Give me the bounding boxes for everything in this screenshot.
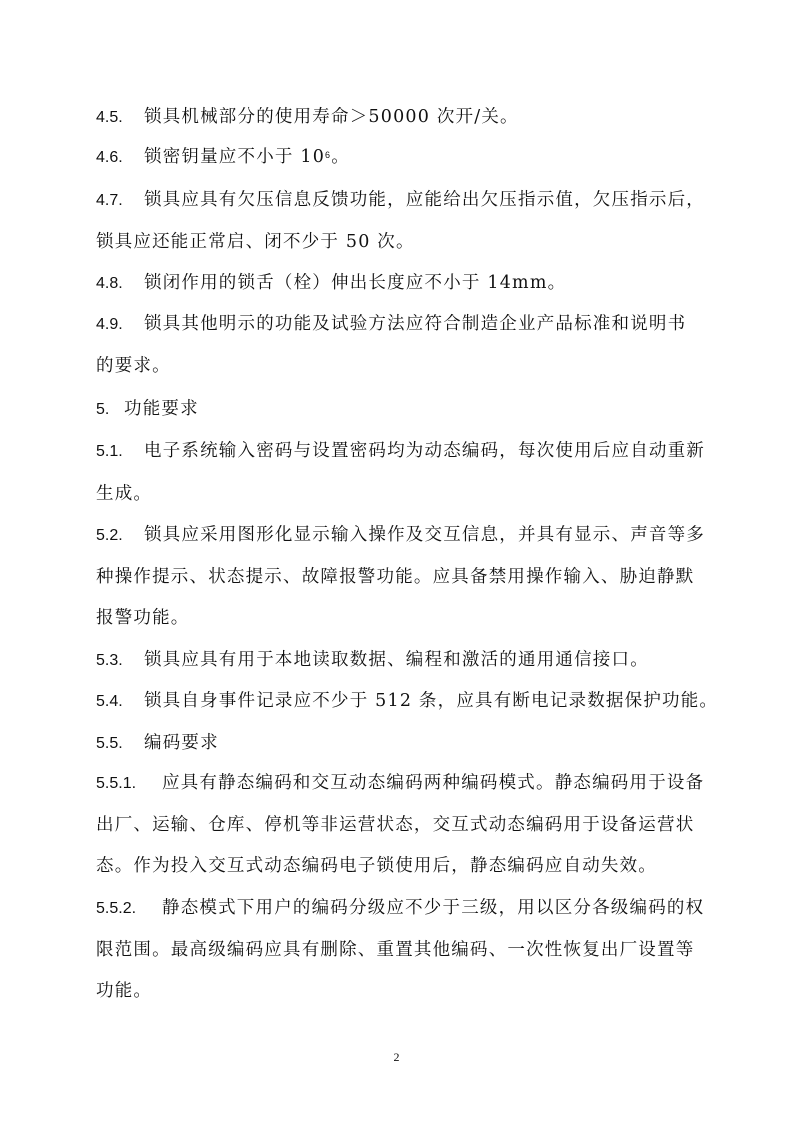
clause-text-line-1: 锁具应采用图形化显示输入操作及交互信息，并具有显示、声音等多 (144, 525, 705, 545)
clause-5-5-2-continuation (96, 980, 706, 1002)
clause-text-line-2: 出厂、运输、仓库、停机等非运营状态，交互式动态编码用于设备运营状 (96, 815, 695, 835)
clause-text-line-2: 种操作提示、状态提示、故障报警功能。应具备禁用操作输入、胁迫静默 (96, 567, 695, 587)
clause-number: 5.1. (96, 443, 123, 460)
clause-4-6 (96, 146, 706, 169)
clause-number: 4.6. (96, 149, 123, 166)
clause-5-3 (96, 649, 706, 672)
clause-text-line-1: 电子系统输入密码与设置密码均为动态编码，每次使用后应自动重新 (144, 441, 705, 461)
clause-number: 4.5. (96, 109, 123, 126)
clause-4-8 (96, 272, 706, 295)
clause-number: 5.3. (96, 652, 123, 669)
clause-text-line-1: 锁具其他明示的功能及试验方法应符合制造企业产品标准和说明书 (144, 314, 687, 334)
clause-text-line-2: 限范围。最高级编码应具有删除、重置其他编码、一次性恢复出厂设置等 (96, 940, 695, 960)
clause-text-line-3: 功能。 (96, 981, 153, 1001)
clause-text-line-3: 报警功能。 (96, 608, 190, 628)
clause-4-7 (96, 189, 706, 212)
clause-text: 锁具自身事件记录应不少于 512 条，应具有断电记录数据保护功能。 (144, 691, 719, 711)
page-number: 2 (393, 1050, 400, 1064)
clause-number: 4.7. (96, 192, 123, 209)
clause-text-line-1: 应具有静态编码和交互动态编码两种编码模式。静态编码用于设备 (162, 773, 705, 793)
clause-5-5-1 (96, 772, 706, 795)
clause-text-line-1: 静态模式下用户的编码分级应不少于三级，用以区分各级编码的权 (162, 898, 705, 918)
clause-5-5-1-continuation (96, 855, 706, 877)
clause-text-line-2: 锁具应还能正常启、闭不少于 50 次。 (96, 232, 415, 252)
clause-4-5 (96, 106, 706, 129)
clause-5-2-continuation (96, 566, 706, 588)
clause-5-4 (96, 690, 719, 713)
section-number: 5. (96, 401, 110, 418)
clause-5-2-continuation (96, 607, 706, 629)
clause-number: 5.5. (96, 735, 123, 752)
clause-5-2 (96, 524, 706, 547)
clause-text: 锁密钥量应不小于 10 (144, 147, 326, 167)
clause-text: 锁闭作用的锁舌（栓）伸出长度应不小于 14mm。 (144, 273, 567, 293)
section-title: 功能要求 (124, 399, 199, 419)
clause-text: 编码要求 (144, 733, 219, 753)
clause-number: 5.2. (96, 527, 123, 544)
clause-5-5-2 (96, 897, 706, 920)
clause-text-line-3: 态。作为投入交互式动态编码电子锁使用后，静态编码应自动失效。 (96, 856, 657, 876)
clause-number: 5.5.1. (96, 775, 137, 792)
clause-text-line-2: 的要求。 (96, 356, 171, 376)
clause-number: 4.8. (96, 275, 123, 292)
clause-text-line-1: 锁具应具有欠压信息反馈功能，应能给出欠压指示值，欠压指示后， (144, 190, 705, 210)
clause-5-5 (96, 732, 706, 755)
clause-4-9-continuation (96, 355, 706, 377)
clause-5-1-continuation (96, 483, 706, 505)
clause-text: 锁具机械部分的使用寿命＞50000 次开/关。 (144, 107, 519, 127)
clause-5-5-1-continuation (96, 814, 706, 836)
clause-text-end: 。 (331, 147, 350, 167)
clause-number: 5.4. (96, 693, 123, 710)
clause-4-9 (96, 313, 706, 336)
clause-5-5-2-continuation (96, 939, 706, 961)
exponent: 6 (325, 150, 332, 160)
clause-text-line-2: 生成。 (96, 484, 153, 504)
section-5-heading (96, 398, 706, 421)
clause-number: 4.9. (96, 316, 123, 333)
clause-text: 锁具应具有用于本地读取数据、编程和激活的通用通信接口。 (144, 650, 649, 670)
clause-5-1 (96, 440, 706, 463)
clause-4-7-continuation (96, 231, 706, 253)
clause-number: 5.5.2. (96, 900, 137, 917)
